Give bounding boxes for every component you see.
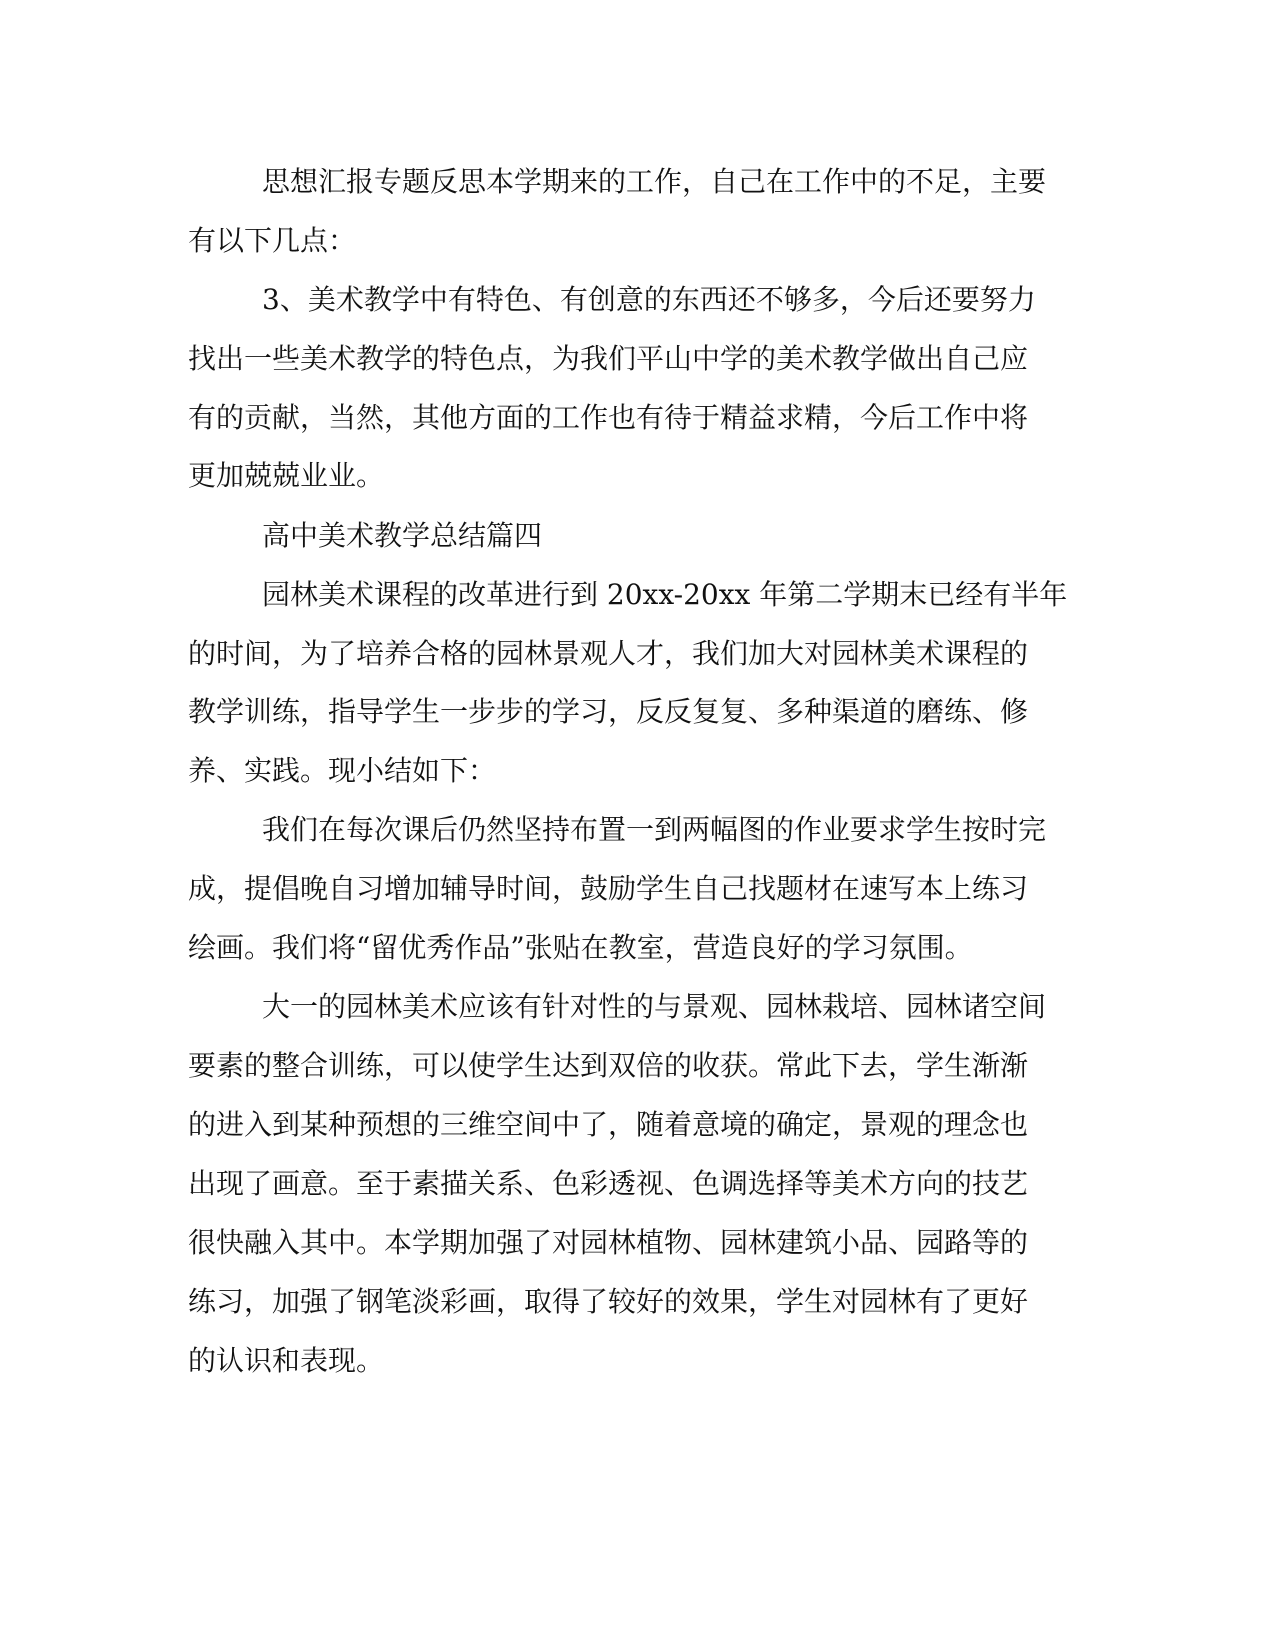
paragraph-line: 的时间，为了培养合格的园林景观人才，我们加大对园林美术课程的	[188, 637, 1029, 670]
paragraph-line: 的认识和表现。	[188, 1344, 385, 1377]
paragraph-line: 有的贡献，当然，其他方面的工作也有待于精益求精，今后工作中将	[188, 401, 1029, 434]
paragraph-line: 养、实践。现小结如下：	[188, 754, 497, 787]
paragraph-line: 找出一些美术教学的特色点，为我们平山中学的美术教学做出自己应	[188, 342, 1029, 375]
paragraph-line: 大一的园林美术应该有针对性的与景观、园林栽培、园林诸空间	[262, 990, 1047, 1023]
paragraph-line: 要素的整合训练，可以使学生达到双倍的收获。常此下去，学生渐渐	[188, 1049, 1029, 1082]
paragraph-line: 我们在每次课后仍然坚持布置一到两幅图的作业要求学生按时完	[262, 813, 1047, 846]
paragraph-line: 园林美术课程的改革进行到 20xx-20xx 年第二学期末已经有半年	[262, 578, 1068, 611]
paragraph-line: 成，提倡晚自习增加辅导时间，鼓励学生自己找题材在速写本上练习	[188, 872, 1029, 905]
paragraph-line: 绘画。我们将“留优秀作品”张贴在教室，营造良好的学习氛围。	[188, 931, 973, 964]
paragraph-line: 思想汇报专题反思本学期来的工作，自己在工作中的不足，主要	[262, 165, 1047, 198]
section-heading: 高中美术教学总结篇四	[262, 519, 543, 552]
paragraph-line: 出现了画意。至于素描关系、色彩透视、色调选择等美术方向的技艺	[188, 1167, 1029, 1200]
paragraph-line: 3、美术教学中有特色、有创意的东西还不够多，今后还要努力	[262, 283, 1036, 316]
paragraph-line: 有以下几点：	[188, 224, 357, 257]
paragraph-line: 很快融入其中。本学期加强了对园林植物、园林建筑小品、园路等的	[188, 1226, 1029, 1259]
paragraph-line: 教学训练，指导学生一步步的学习，反反复复、多种渠道的磨练、修	[188, 695, 1029, 728]
paragraph-line: 的进入到某种预想的三维空间中了，随着意境的确定，景观的理念也	[188, 1108, 1029, 1141]
paragraph-line: 练习，加强了钢笔淡彩画，取得了较好的效果，学生对园林有了更好	[188, 1285, 1029, 1318]
paragraph-line: 更加兢兢业业。	[188, 459, 385, 492]
